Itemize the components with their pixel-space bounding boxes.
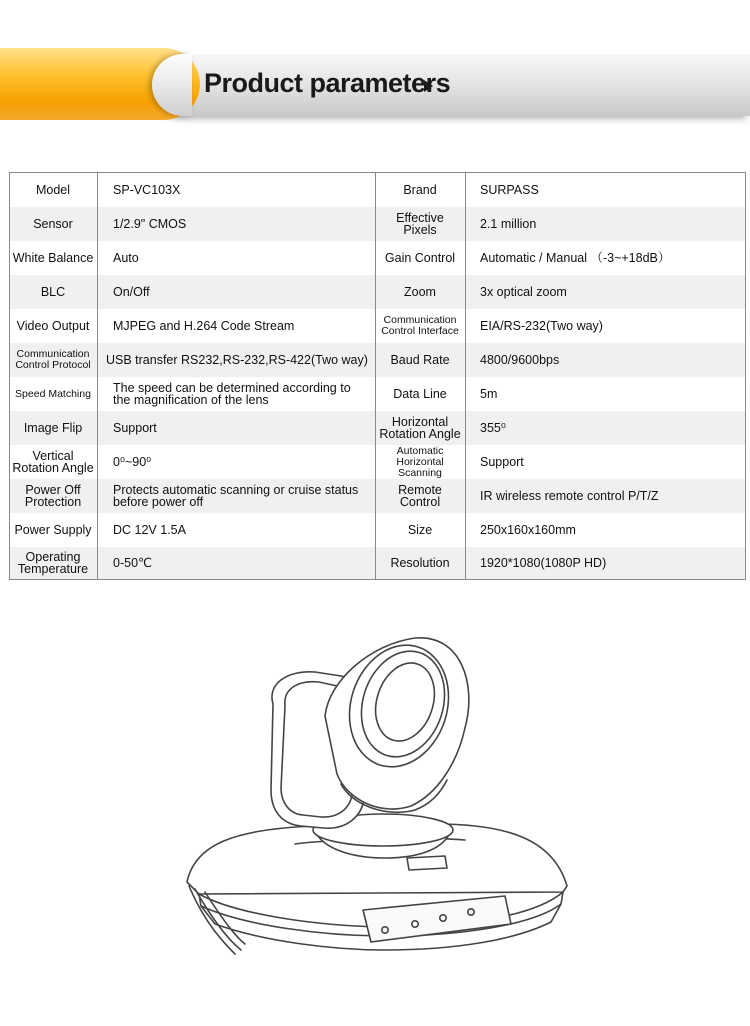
spec-value: Automatic / Manual （-3~+18dB） — [480, 251, 671, 265]
column-divider — [465, 173, 466, 579]
table-row — [10, 309, 745, 343]
spec-value: On/Off — [113, 285, 150, 299]
spec-value: 250x160x160mm — [480, 523, 576, 537]
spec-value: 1/2.9" CMOS — [113, 217, 187, 231]
table-row — [10, 275, 745, 309]
spec-value: 0⁰~90⁰ — [113, 455, 152, 469]
spec-label: White Balance — [12, 251, 94, 265]
spec-label: Resolution — [390, 556, 450, 570]
spec-label: Operating Temperature — [17, 550, 89, 576]
page-title: Product parameters — [204, 68, 451, 98]
spec-value: 3x optical zoom — [480, 285, 567, 299]
table-row — [10, 445, 745, 479]
ptz-camera-drawing — [175, 624, 575, 980]
column-divider — [97, 173, 98, 579]
spec-value: 355⁰ — [480, 421, 506, 435]
spec-label: BLC — [40, 285, 66, 299]
spec-value: EIA/RS-232(Two way) — [480, 319, 603, 333]
table-row — [10, 343, 745, 377]
spec-label: Communication Control Protocol — [15, 348, 91, 371]
spec-value: 0-50℃ — [113, 556, 153, 570]
spec-label: Baud Rate — [390, 353, 450, 367]
spec-label: Effective Pixels — [396, 211, 444, 237]
spec-value: 2.1 million — [480, 217, 537, 231]
spec-label: Remote Control — [398, 483, 442, 509]
spec-label: Image Flip — [23, 421, 83, 435]
column-divider — [375, 173, 376, 579]
spec-value: 1920*1080(1080P HD) — [480, 556, 607, 570]
spec-label: Model — [35, 183, 71, 197]
table-row — [10, 411, 745, 445]
spec-value: 5m — [480, 387, 498, 401]
spec-label: Zoom — [404, 285, 436, 299]
spec-label: Power Supply — [14, 523, 92, 537]
spec-label: Gain Control — [384, 251, 456, 265]
table-row — [10, 241, 745, 275]
spec-table — [9, 172, 746, 580]
spec-value: Protects automatic scanning or cruise status before power off — [113, 483, 359, 509]
section-header-banner — [0, 44, 750, 128]
table-row — [10, 207, 745, 241]
spec-value: Support — [480, 455, 524, 469]
spec-label: Video Output — [16, 319, 90, 333]
spec-label: Automatic Horizontal Scanning — [396, 444, 444, 479]
spec-label: Brand — [403, 183, 437, 197]
table-row — [10, 547, 745, 579]
spec-label: Speed Matching — [15, 387, 91, 400]
spec-value: MJPEG and H.264 Code Stream — [113, 319, 295, 333]
spec-value: USB transfer RS232,RS-232,RS-422(Two way) — [106, 353, 368, 367]
spec-label: Data Line — [393, 387, 447, 401]
table-row — [10, 377, 745, 411]
spec-label: Power Off Protection — [24, 483, 82, 509]
table-row — [10, 479, 745, 513]
table-row — [10, 513, 745, 547]
spec-label: Sensor — [33, 217, 73, 231]
spec-label: Communication Control Interface — [381, 314, 459, 337]
table-row — [10, 173, 745, 207]
spec-label: Vertical Rotation Angle — [12, 449, 94, 475]
spec-value: Support — [113, 421, 157, 435]
spec-value: SURPASS — [480, 183, 539, 197]
spec-value: The speed can be determined according to the magnification of the lens — [113, 381, 351, 407]
spec-label: Size — [407, 523, 433, 537]
spec-value: SP-VC103X — [113, 183, 181, 197]
play-arrow-icon — [424, 80, 433, 92]
spec-label: Horizontal Rotation Angle — [379, 415, 461, 441]
spec-value: DC 12V 1.5A — [113, 523, 186, 537]
spec-value: IR wireless remote control P/T/Z — [480, 489, 659, 503]
spec-value: 4800/9600bps — [480, 353, 560, 367]
spec-value: Auto — [113, 251, 139, 265]
